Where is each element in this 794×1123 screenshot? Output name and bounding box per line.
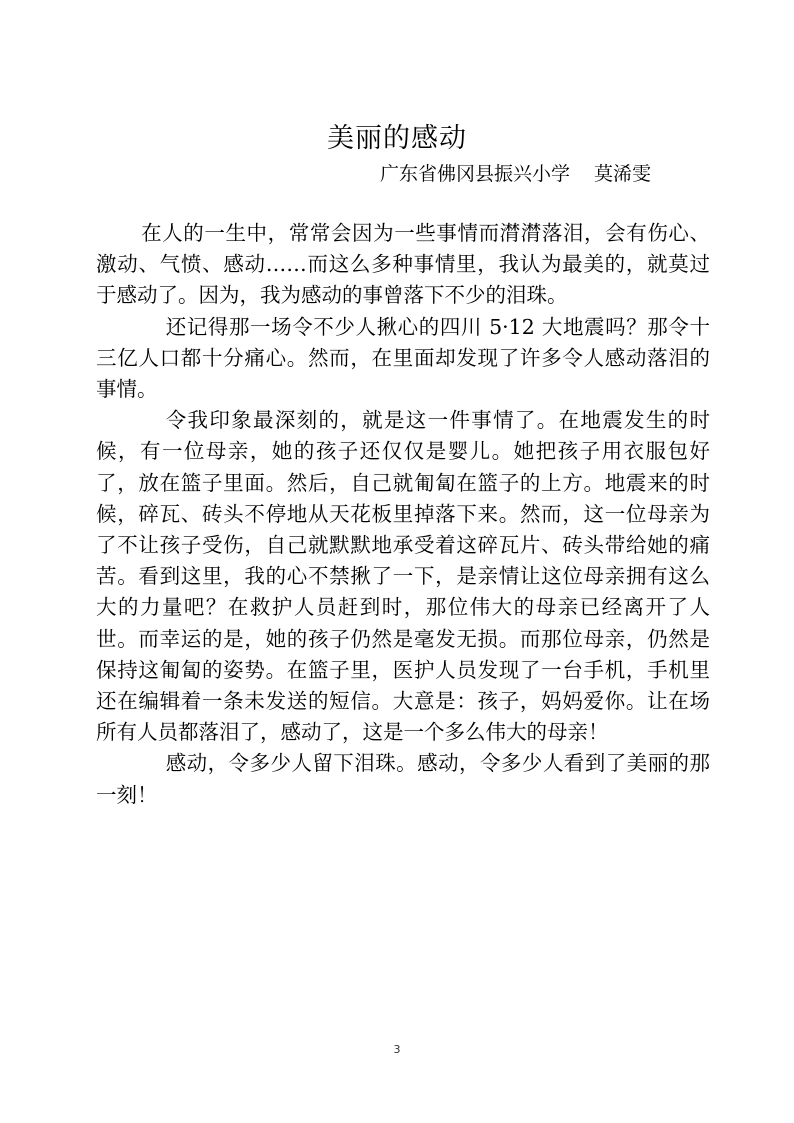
paragraph-3: 令我印象最深刻的，就是这一件事情了。在地震发生的时候，有一位母亲，她的孩子还仅仅是婴儿。她把孩子用衣服包好了，放在篮子里面。然后，自己就匍匐在篮子的上方。地震来的时候，碎瓦、砖头不停地从天花板里掉落下来。然而，这一位母亲为了不让孩子受伤，自己就默默地承受着这碎瓦片、砖头带给她的痛苦。看到这里，我的心不禁揪了一下，是亲情让这位母亲拥有这么大的力量吧？在救护人员赶到时，那位伟大的母亲已经离开了人世。而幸运的是，她的孩子仍然是毫发无损。而那位母亲，仍然是保持这匍匐的姿势。在篮子里，医护人员发现了一台手机，手机里还在编辑着一条未发送的短信。大意是：孩子，妈妈爱你。让在场所有人员都落泪了，感动了，这是一个多么伟大的母亲！: [96, 408, 710, 745]
author-name: 莫浠雯: [594, 163, 652, 185]
school-name: 广东省佛冈县振兴小学: [380, 163, 571, 185]
essay-body: [96, 218, 710, 811]
byline: [380, 160, 651, 188]
paragraph-1: 在人的一生中，常常会因为一些事情而潸潸落泪，会有伤心、激动、气愤、感动……而这么多种事情里，我认为最美的，就莫过于感动了。因为，我为感动的事曾落下不少的泪珠。: [96, 221, 710, 308]
paragraph-4: 感动，令多少人留下泪珠。感动，令多少人看到了美丽的那一刻！: [96, 751, 710, 807]
paragraph-2: 还记得那一场令不少人揪心的四川 5·12 大地震吗？那令十三亿人口都十分痛心。然而，在里面却发现了许多令人感动落泪的事情。: [96, 314, 710, 402]
essay-title: 美丽的感动: [327, 123, 467, 154]
page-number: 3: [393, 1043, 401, 1056]
